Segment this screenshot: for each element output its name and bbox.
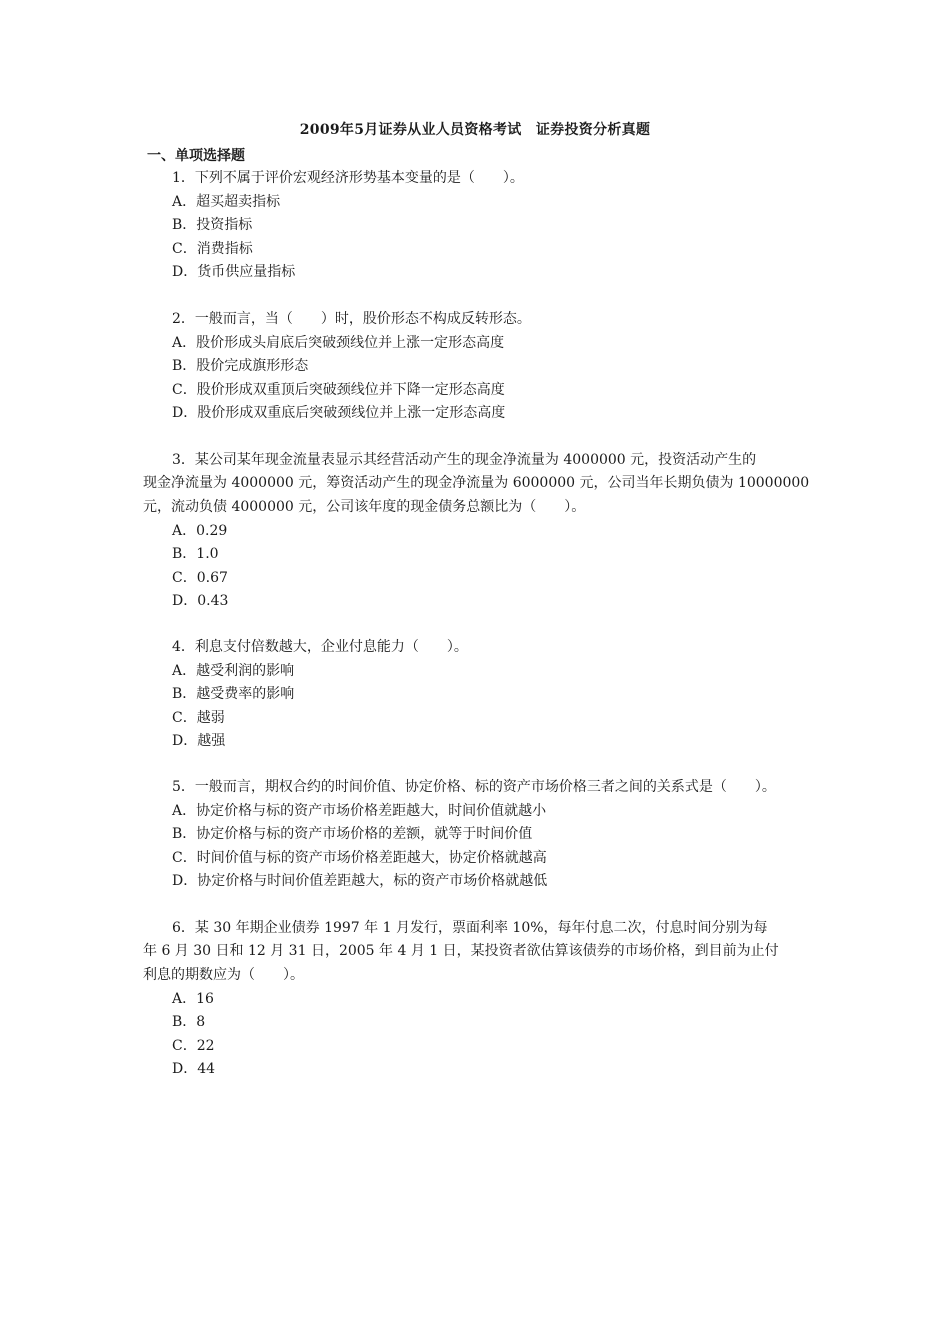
- question-1-option-a: A．超买超卖指标: [172, 194, 281, 210]
- question-2-option-b: B．股价完成旗形形态: [172, 358, 309, 374]
- question-3-option-c: C．0.67: [172, 570, 228, 586]
- question-4-option-d: D．越强: [172, 733, 226, 749]
- question-6-stem-line-3: 利息的期数应为（ ）。: [143, 967, 304, 983]
- question-1-option-b: B．投资指标: [172, 217, 253, 233]
- question-5-option-c: C．时间价值与标的资产市场价格差距越大，协定价格就越高: [172, 850, 547, 866]
- question-2-option-c: C．股价形成双重顶后突破颈线位并下降一定形态高度: [172, 382, 505, 398]
- section-heading: 一、单项选择题: [147, 148, 245, 164]
- question-5-option-d: D．协定价格与时间价值差距越大，标的资产市场价格就越低: [172, 873, 548, 889]
- question-4-stem: 4．利息支付倍数越大，企业付息能力（ ）。: [172, 639, 468, 655]
- question-4-option-b: B．越受费率的影响: [172, 686, 295, 702]
- question-6-option-b: B．8: [172, 1014, 206, 1030]
- question-6-stem-line-1: 6．某 30 年期企业债券 1997 年 1 月发行，票面利率 10%，每年付息二次，付息时间分别为每: [172, 920, 768, 936]
- question-1-stem: 1．下列不属于评价宏观经济形势基本变量的是（ ）。: [172, 170, 524, 186]
- question-5-stem: 5．一般而言，期权合约的时间价值、协定价格、标的资产市场价格三者之间的关系式是（ ）。: [172, 779, 776, 795]
- question-2-stem: 2．一般而言，当（ ）时，股价形态不构成反转形态。: [172, 311, 531, 327]
- question-6-option-d: D．44: [172, 1061, 216, 1077]
- question-2-option-d: D．股价形成双重底后突破颈线位并上涨一定形态高度: [172, 405, 506, 421]
- question-3-option-b: B．1.0: [172, 546, 219, 562]
- question-4-option-a: A．越受利润的影响: [172, 663, 295, 679]
- question-4-option-c: C．越弱: [172, 710, 225, 726]
- document-title: 2009年5月证券从业人员资格考试 证券投资分析真题: [299, 122, 651, 138]
- question-6-option-c: C．22: [172, 1038, 215, 1054]
- question-3-stem-line-2: 现金净流量为 4000000 元，筹资活动产生的现金净流量为 6000000 元，公司当年长期负债为 10000000: [143, 475, 810, 491]
- question-3-stem-line-1: 3．某公司某年现金流量表显示其经营活动产生的现金净流量为 4000000 元，投资活动产生的: [172, 452, 757, 468]
- question-1-option-c: C．消费指标: [172, 241, 253, 257]
- question-2-option-a: A．股价形成头肩底后突破颈线位并上涨一定形态高度: [172, 335, 505, 351]
- question-3-stem-line-3: 元，流动负债 4000000 元，公司该年度的现金债务总额比为（ ）。: [143, 499, 586, 515]
- question-1-option-d: D．货币供应量指标: [172, 264, 296, 280]
- question-6-option-a: A．16: [172, 991, 214, 1007]
- question-3-option-a: A．0.29: [172, 523, 228, 539]
- question-6-stem-line-2: 年 6 月 30 日和 12 月 31 日，2005 年 4 月 1 日，某投资者欲估算该债券的市场价格，到目前为止付: [143, 943, 779, 959]
- question-3-option-d: D．0.43: [172, 593, 229, 609]
- question-5-option-b: B．协定价格与标的资产市场价格的差额，就等于时间价值: [172, 826, 533, 842]
- question-5-option-a: A．协定价格与标的资产市场价格差距越大，时间价值就越小: [172, 803, 547, 819]
